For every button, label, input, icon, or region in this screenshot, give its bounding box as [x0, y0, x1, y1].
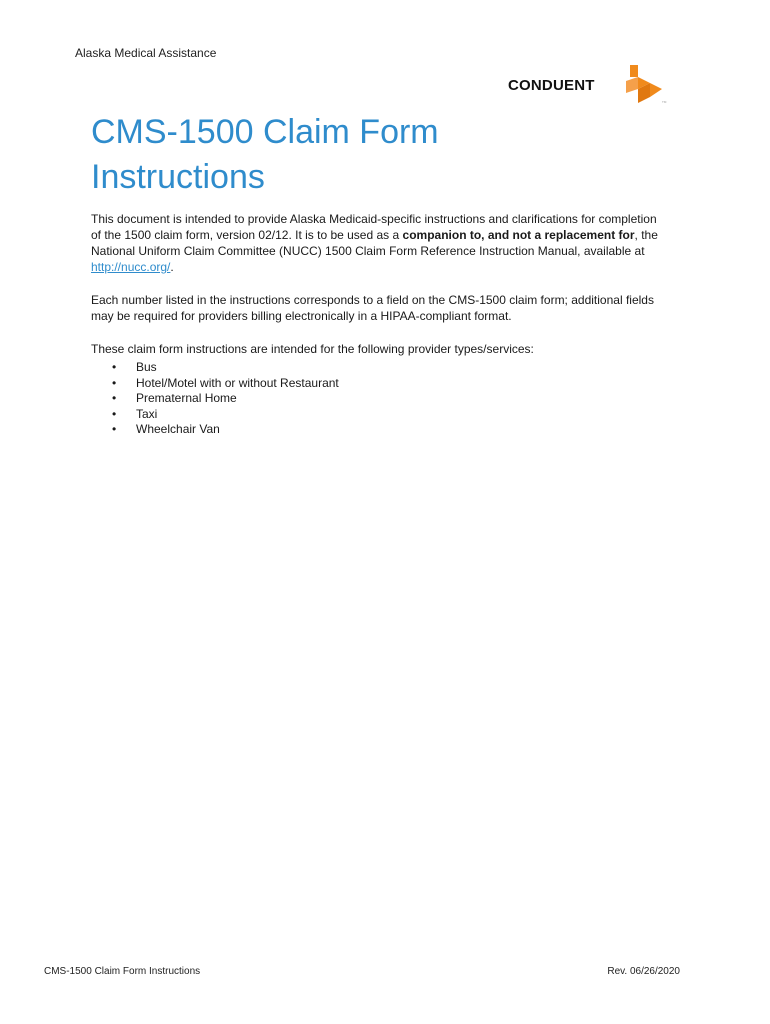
- svg-text:TM: TM: [662, 100, 667, 104]
- list-item: [91, 376, 661, 392]
- list-item: [91, 422, 661, 438]
- document-body: [91, 211, 661, 438]
- list-item: [91, 407, 661, 423]
- bullet-icon: •: [112, 360, 117, 374]
- provider-types-intro: These claim form instructions are intended for the following provider types/services:: [91, 342, 534, 356]
- list-item-label: Hotel/Motel with or without Restaurant: [136, 375, 339, 390]
- header-text: Alaska Medical Assistance: [75, 46, 217, 60]
- title-line-2: Instructions: [91, 158, 265, 196]
- provider-types-list: [91, 360, 661, 438]
- page-title: [91, 110, 651, 200]
- logo-wordmark: CONDUENT: [508, 77, 595, 94]
- footer-document-title: CMS-1500 Claim Form Instructions: [44, 966, 201, 977]
- list-item-label: Bus: [136, 360, 157, 374]
- intro-paragraph: [91, 211, 661, 275]
- footer-revision-date: Rev. 06/26/2020: [607, 966, 680, 977]
- list-item-label: Prematernal Home: [136, 391, 237, 405]
- title-line-1: CMS-1500 Claim Form: [91, 113, 439, 151]
- bullet-icon: •: [112, 375, 117, 390]
- field-description-paragraph: Each number listed in the instructions corresponds to a field on the CMS-1500 claim form; additional fields may be required for providers billing electronically in a HIPAA-compliant format.: [91, 293, 654, 323]
- intro-text-2: , the National Uniform Claim Committee (NUCC) 1500 Claim Form Reference Instruction Manual, available at: [91, 228, 658, 258]
- list-item-label: Wheelchair Van: [136, 422, 220, 436]
- nucc-link[interactable]: http://nucc.org/: [91, 260, 171, 274]
- conduent-logo-icon: [624, 63, 668, 105]
- intro-text-3: .: [170, 260, 174, 274]
- intro-text-1: This document is intended to provide Alaska Medicaid-specific instructions and clarifications for completion of the 1500 claim form, version 02/12. It is to be used as a: [91, 212, 657, 242]
- bullet-icon: •: [112, 422, 117, 436]
- list-item: [91, 391, 661, 407]
- bullet-icon: •: [112, 391, 117, 405]
- intro-bold-text: companion to, and not a replacement for: [402, 228, 635, 242]
- list-item-label: Taxi: [136, 406, 158, 421]
- conduent-logo: [508, 63, 668, 105]
- list-item: [91, 360, 661, 376]
- bullet-icon: •: [112, 406, 117, 421]
